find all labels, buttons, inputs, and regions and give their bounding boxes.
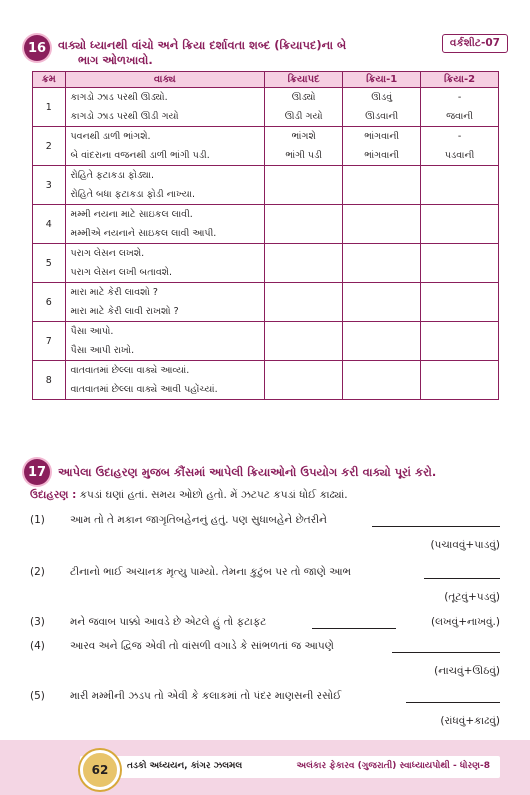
- table-row: [33, 205, 499, 244]
- table-row: [33, 244, 499, 283]
- a2-line: [426, 322, 493, 341]
- cell-verb[interactable]: [265, 283, 343, 322]
- cell-action1[interactable]: [343, 127, 421, 166]
- verb-line: [270, 361, 337, 380]
- example-text: કપડાં ઘણાં હતાં. સમય ઓછો હતો. મેં ઝટપટ કપડાં ધોઈ કાઢ્યાં.: [79, 489, 348, 501]
- a1-line: [348, 322, 415, 341]
- a2-line: [426, 244, 493, 263]
- sentences-line: વાતવાતમાં છેલ્લા વાક્યે આવી પહોંચ્યાં.: [70, 384, 218, 395]
- a2-line: [426, 166, 493, 185]
- cell-action1[interactable]: [343, 361, 421, 400]
- cell-action2[interactable]: [421, 283, 499, 322]
- verb-line: [270, 185, 337, 204]
- sentences-line: બે વાંદરાના વજનથી ડાળી ભાંગી પડી.: [70, 150, 210, 161]
- cell-sentence: [65, 322, 265, 361]
- cell-verb[interactable]: [265, 244, 343, 283]
- question-17-number: 17: [24, 459, 50, 485]
- header-sentence: વાક્ય: [65, 72, 265, 88]
- question-16-text-line2: ભાગ ઓળખાવો.: [78, 53, 153, 67]
- table-row: [33, 322, 499, 361]
- sentences-line: વાતવાતમાં છેલ્લા વાક્યે આવ્યાં.: [70, 365, 190, 376]
- answer-blank-2[interactable]: [424, 578, 500, 579]
- item-sentence: મને જવાબ પાક્કો આવડે છે એટલે હું તો ફટાફટ: [70, 616, 267, 628]
- verb-line: [270, 263, 337, 282]
- cell-serial: [33, 88, 66, 127]
- verb-line: [270, 244, 337, 263]
- a1-line: ભાંગવાની: [364, 131, 400, 142]
- a1-line: [348, 341, 415, 360]
- cell-action2[interactable]: [421, 166, 499, 205]
- cell-serial: [33, 244, 66, 283]
- verb-line: ઊડી ગયો: [284, 111, 323, 122]
- sentences-line: પરાગ લેસન લખી બતાવશે.: [70, 267, 173, 278]
- item-number: (4): [30, 640, 45, 652]
- cell-serial: [33, 361, 66, 400]
- verb-line: [270, 166, 337, 185]
- verb-line: ભાંગી પડી: [285, 150, 323, 161]
- cell-action1[interactable]: [343, 322, 421, 361]
- table-header-row: [33, 72, 499, 88]
- answer-blank-5[interactable]: [406, 702, 500, 703]
- a2-line: [426, 380, 493, 399]
- sentences-line: પૈસા આપો.: [70, 326, 114, 337]
- a1-line: [348, 302, 415, 321]
- cell-verb[interactable]: [265, 205, 343, 244]
- verb-line: [270, 205, 337, 224]
- sentences-line: મારા માટે કેરી લાવી રાખશો ?: [70, 306, 179, 317]
- cell-action1[interactable]: [343, 88, 421, 127]
- a2-line: [426, 283, 493, 302]
- page-footer: [0, 740, 530, 795]
- header-action1: ક્રિયા-1: [343, 72, 421, 88]
- a2-line: -: [457, 131, 462, 142]
- verb-line: [270, 302, 337, 321]
- verb-line: [270, 380, 337, 399]
- item-sentence: ટીનાનો ભાઈ અચાનક મૃત્યુ પામ્યો. તેમના કુટુંબ પર તો જાણે આભ: [70, 566, 352, 578]
- a2-line: [426, 341, 493, 360]
- worksheet-tag: વર્કશીટ-07: [442, 34, 508, 53]
- serial-number: 5: [45, 257, 52, 269]
- verb-hint-5: (રાંધવું+કાઢવું): [440, 715, 500, 727]
- a2-line: -: [457, 92, 462, 103]
- cell-sentence: [65, 127, 265, 166]
- footer-left-text: તડકો અધ્યયન, કાંગર ઝલમલ: [127, 761, 243, 771]
- header-serial: ક્રમ: [33, 72, 66, 88]
- item-number: (3): [30, 616, 45, 628]
- a1-line: [348, 380, 415, 399]
- item-sentence: આરવ અને દ્વિજ એવી તો વાંસળી વગાડે કે સાંભળતાં જ આપણે: [70, 640, 334, 652]
- cell-action1[interactable]: [343, 244, 421, 283]
- verb-line: [270, 283, 337, 302]
- serial-number: 6: [45, 296, 52, 308]
- cell-sentence: [65, 88, 265, 127]
- a1-line: ઊડવું: [371, 92, 393, 103]
- item-number: (5): [30, 690, 45, 702]
- sentences-line: રોહિતે બધા ફટાકડા ફોડી નાખ્યા.: [70, 189, 196, 200]
- answer-blank-3[interactable]: [312, 628, 396, 629]
- verb-line: ઊડ્યો: [291, 92, 316, 103]
- sentences-line: રોહિતે ફટાકડા ફોડ્યા.: [70, 170, 155, 181]
- cell-action2[interactable]: [421, 361, 499, 400]
- item-number: (2): [30, 566, 45, 578]
- verb-table: [32, 71, 499, 400]
- question-17-title: આપેલા ઉદાહરણ મુજબ કૌંસમાં આપેલી ક્રિયાઓનો ઉપયોગ કરી વાક્યો પૂરાં કરો.: [58, 465, 437, 479]
- cell-serial: [33, 127, 66, 166]
- a1-line: ઊડવાની: [365, 111, 399, 122]
- cell-serial: [33, 322, 66, 361]
- sentences-line: પવનથી ડાળી ભાંગશે.: [70, 131, 151, 142]
- footer-right-text: અલંકાર ફેકારવ (ગુજરાતી) સ્વાધ્યાયપોથી - ધોરણ-8: [296, 761, 490, 771]
- table-row: [33, 88, 499, 127]
- cell-verb[interactable]: [265, 361, 343, 400]
- sentences-line: પરાગ લેસન લખશે.: [70, 248, 145, 259]
- a2-line: [426, 361, 493, 380]
- cell-action1[interactable]: [343, 166, 421, 205]
- a1-line: [348, 263, 415, 282]
- cell-serial: [33, 205, 66, 244]
- a1-line: [348, 361, 415, 380]
- a2-line: [426, 302, 493, 321]
- sentences-line: કાગડો ઝાડ પરથી ઊડ્યો.: [70, 92, 168, 103]
- a2-line: [426, 205, 493, 224]
- a2-line: પડવાની: [444, 150, 475, 161]
- verb-hint-4: (નાચવું+ઊઠવું): [434, 665, 500, 677]
- item-number: (1): [30, 514, 45, 526]
- verb-line: [270, 224, 337, 243]
- cell-action1[interactable]: [343, 283, 421, 322]
- item-sentence: મારી મમ્મીની ઝડપ તો એવી કે કલાકમાં તો પંદર માણસની રસોઈ: [70, 690, 342, 702]
- serial-number: 2: [45, 140, 52, 152]
- serial-number: 3: [45, 179, 52, 191]
- a1-line: [348, 224, 415, 243]
- header-verb: ક્રિયાપદ: [265, 72, 343, 88]
- cell-action2[interactable]: [421, 322, 499, 361]
- sentences-line: પૈસા આપી રાખો.: [70, 345, 135, 356]
- cell-verb[interactable]: [265, 88, 343, 127]
- cell-sentence: [65, 205, 265, 244]
- sentences-line: મારા માટે કેરી લાવશો ?: [70, 287, 158, 298]
- sentences-line: મમ્મીએ નયનાને સાઇકલ લાવી આપી.: [70, 228, 217, 239]
- question-16-number: 16: [24, 35, 50, 61]
- verb-hint-3: (લખવું+નાખવું.): [430, 616, 500, 628]
- verb-hint-1: (પચાવવું+પાડવું): [430, 539, 500, 551]
- cell-action2[interactable]: [421, 244, 499, 283]
- verb-hint-2: (તૂટવું+પડવું): [444, 591, 500, 603]
- a2-line: [426, 263, 493, 282]
- answer-blank-1[interactable]: [372, 526, 500, 527]
- a1-line: [348, 166, 415, 185]
- cell-sentence: [65, 361, 265, 400]
- verb-line: ભાંગશે: [291, 131, 316, 142]
- answer-blank-4[interactable]: [392, 652, 500, 653]
- cell-action2[interactable]: [421, 205, 499, 244]
- cell-serial: [33, 166, 66, 205]
- cell-verb[interactable]: [265, 127, 343, 166]
- cell-action2[interactable]: [421, 127, 499, 166]
- cell-sentence: [65, 244, 265, 283]
- cell-action1[interactable]: [343, 205, 421, 244]
- table-row: [33, 283, 499, 322]
- cell-action2[interactable]: [421, 88, 499, 127]
- serial-number: 1: [45, 101, 52, 113]
- question-16-text-line1: વાક્યો ધ્યાનથી વાંચો અને ક્રિયા દર્શાવતા શબ્દ (ક્રિયાપદ)ના બે: [58, 38, 347, 52]
- example-label: ઉદાહરણ :: [30, 489, 77, 501]
- a1-line: [348, 283, 415, 302]
- verb-line: [270, 341, 337, 360]
- serial-number: 4: [45, 218, 52, 230]
- table-row: [33, 166, 499, 205]
- a1-line: ભાંગવાની: [364, 150, 400, 161]
- cell-sentence: [65, 283, 265, 322]
- a1-line: [348, 205, 415, 224]
- sentences-line: કાગડો ઝાડ પરથી ઊડી ગયો: [70, 111, 179, 122]
- header-action2: ક્રિયા-2: [421, 72, 499, 88]
- a2-line: [426, 185, 493, 204]
- cell-serial: [33, 283, 66, 322]
- a1-line: [348, 185, 415, 204]
- a1-line: [348, 244, 415, 263]
- cell-verb[interactable]: [265, 322, 343, 361]
- table-row: [33, 361, 499, 400]
- serial-number: 7: [45, 335, 52, 347]
- cell-verb[interactable]: [265, 166, 343, 205]
- a2-line: જવાની: [446, 111, 474, 122]
- table-row: [33, 127, 499, 166]
- sentences-line: મમ્મી નયના માટે સાઇકલ લાવી.: [70, 209, 193, 220]
- cell-sentence: [65, 166, 265, 205]
- verb-line: [270, 322, 337, 341]
- example: [30, 489, 348, 502]
- page-number: 62: [80, 750, 120, 790]
- serial-number: 8: [45, 374, 52, 386]
- item-sentence: આમ તો તે મકાન જાગૃતિબહેનનું હતું. પણ સુધાબહેને છેતરીને: [70, 514, 327, 526]
- a2-line: [426, 224, 493, 243]
